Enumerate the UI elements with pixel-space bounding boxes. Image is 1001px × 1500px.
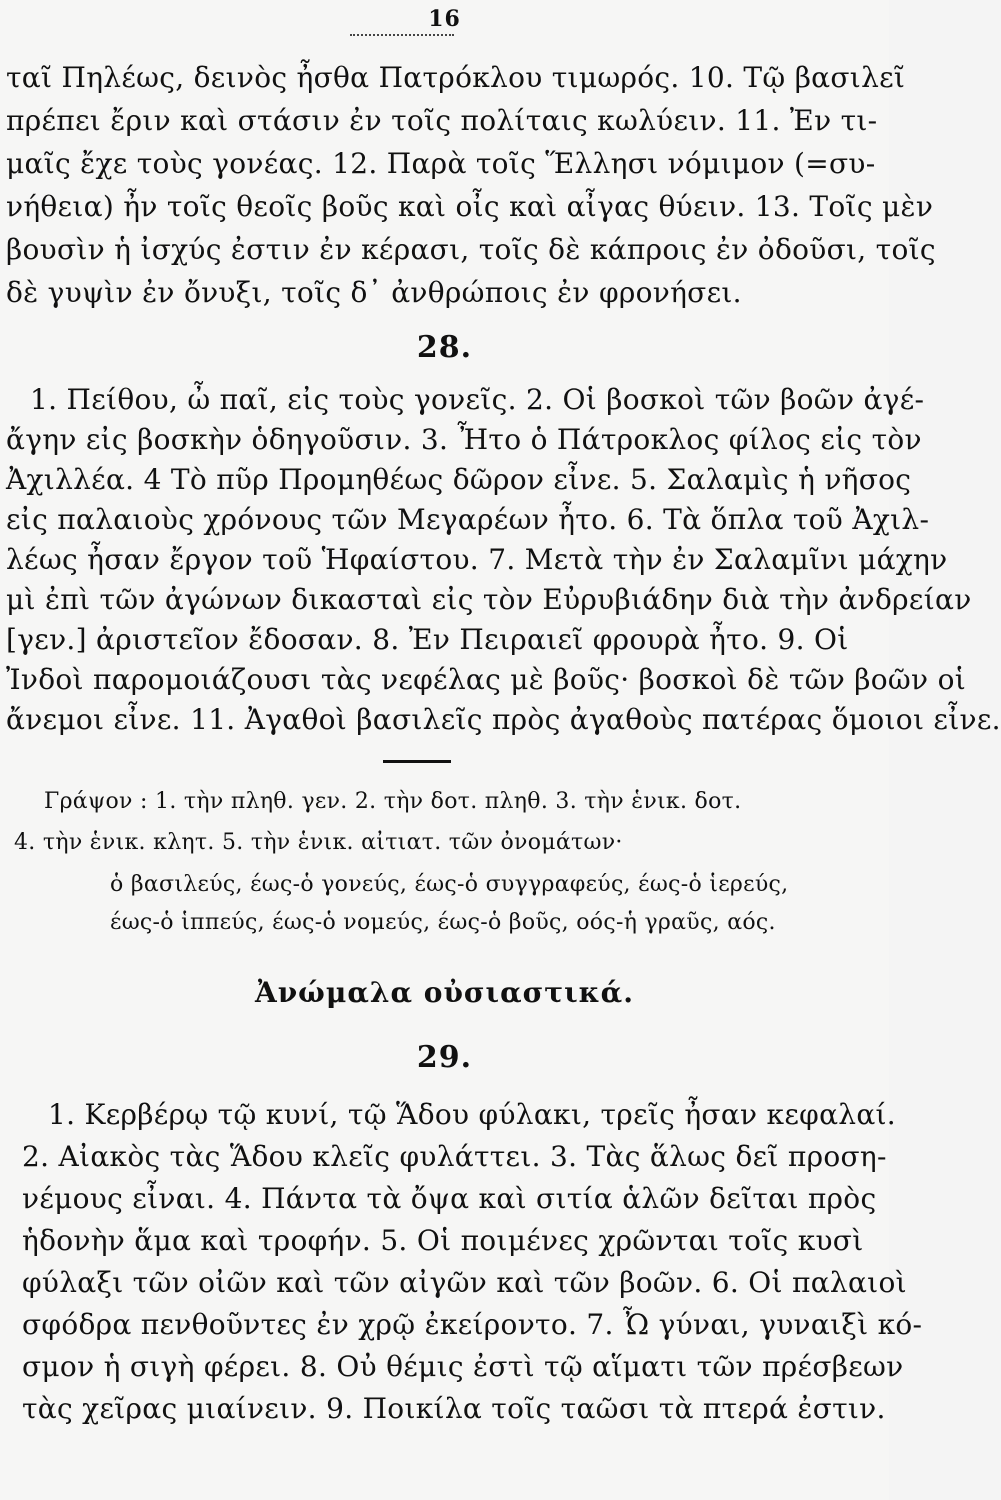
section-number-29: 29. bbox=[416, 1040, 473, 1075]
exercise-line: 4. τὴν ἑνικ. κλητ. 5. τὴν ἑνικ. αἰτιατ. τῶν ὀνομάτων· bbox=[14, 830, 623, 855]
text-line: πρέπει ἔριν καὶ στάσιν ἐν τοῖς πολίταις κωλύειν. 11. Ἐν τι- bbox=[6, 104, 878, 137]
text-line: 1. Κερβέρῳ τῷ κυνί, τῷ Ἅδου φύλακι, τρεῖς ἦσαν κεφαλαί. bbox=[48, 1098, 897, 1131]
text-line: ἄγην εἰς βοσκὴν ὁδηγοῦσιν. 3. Ἦτο ὁ Πάτροκλος φίλος εἰς τὸν bbox=[6, 423, 922, 456]
text-line: δὲ γυψὶν ἐν ὄνυξι, τοῖς δ᾽ ἀνθρώποις ἐν φρονήσει. bbox=[6, 276, 742, 309]
text-line: Ἀχιλλέα. 4 Τὸ πῦρ Προμηθέως δῶρον εἶνε. 5. Σαλαμὶς ἡ νῆσος bbox=[6, 463, 912, 496]
text-line: 1. Πείθου, ὦ παῖ, εἰς τοὺς γονεῖς. 2. Οἱ βοσκοὶ τῶν βοῶν ἀγέ- bbox=[30, 383, 925, 416]
text-line: Ἰνδοὶ παρομοιάζουσι τὰς νεφέλας μὲ βοῦς· βοσκοὶ δὲ τῶν βοῶν οἱ bbox=[6, 663, 967, 696]
text-line: λέως ἦσαν ἔργον τοῦ Ἡφαίστου. 7. Μετὰ τὴν ἐν Σαλαμῖνι μάχην bbox=[6, 543, 948, 576]
page-number: 16 bbox=[428, 6, 461, 32]
irregular-nouns-heading: Ἀνώμαλα οὐσιαστικά. bbox=[255, 976, 634, 1009]
text-line: εἰς παλαιοὺς χρόνους τῶν Μεγαρέων ἦτο. 6. Τὰ ὅπλα τοῦ Ἀχιλ- bbox=[6, 503, 930, 536]
exercise-word-line: ὁ βασιλεύς, έως-ὁ γονεύς, έως-ὁ συγγραφεύς, έως-ὁ ἱερεύς, bbox=[110, 872, 789, 897]
text-line: 2. Αἰακὸς τὰς Ἅδου κλεῖς φυλάττει. 3. Τὰς ἅλως δεῖ προση- bbox=[22, 1140, 887, 1173]
text-line: νέμους εἶναι. 4. Πάντα τὰ ὄψα καὶ σιτία ἁλῶν δεῖται πρὸς bbox=[22, 1182, 877, 1215]
text-line: νήθεια) ἦν τοῖς θεοῖς βοῦς καὶ οἶς καὶ αἶγας θύειν. 13. Τοῖς μὲν bbox=[6, 190, 934, 223]
text-line: [γεν.] ἀριστεῖον ἔδοσαν. 8. Ἐν Πειραιεῖ φρουρὰ ἦτο. 9. Οἱ bbox=[6, 623, 849, 656]
text-line: βουσὶν ἡ ἰσχύς ἐστιν ἐν κέρασι, τοῖς δὲ κάπροις ἐν ὀδοῦσι, τοῖς bbox=[6, 233, 936, 266]
exercise-line: Γράψον : 1. τὴν πληθ. γεν. 2. τὴν δοτ. πληθ. 3. τὴν ἑνικ. δοτ. bbox=[44, 789, 742, 814]
text-line: μὶ ἐπὶ τῶν ἀγώνων δικασταὶ εἰς τὸν Εὐρυβιάδην διὰ τὴν ἀνδρείαν bbox=[6, 583, 972, 616]
section-divider bbox=[383, 760, 451, 763]
text-line: τὰς χεῖρας μιαίνειν. 9. Ποικίλα τοῖς ταῶσι τὰ πτερά ἐστιν. bbox=[22, 1392, 886, 1425]
text-line: ταῖ Πηλέως, δεινὸς ἦσθα Πατρόκλου τιμωρός. 10. Τῷ βασιλεῖ bbox=[6, 61, 906, 94]
text-line: ἄνεμοι εἶνε. 11. Ἀγαθοὶ βασιλεῖς πρὸς ἀγαθοὺς πατέρας ὅμοιοι εἶνε. bbox=[6, 703, 1001, 736]
text-line: ἡδονὴν ἅμα καὶ τροφήν. 5. Οἱ ποιμένες χρῶνται τοῖς κυσὶ bbox=[22, 1224, 864, 1257]
exercise-word-line: έως-ὁ ἱππεύς, έως-ὁ νομεύς, έως-ὁ βοῦς, οός-ἡ γραῦς, αός. bbox=[110, 910, 776, 935]
page-number-rule bbox=[350, 34, 454, 36]
text-line: σμον ἡ σιγὴ φέρει. 8. Οὐ θέμις ἐστὶ τῷ αἵματι τῶν πρέσβεων bbox=[22, 1350, 904, 1383]
text-line: μαῖς ἔχε τοὺς γονέας. 12. Παρὰ τοῖς Ἕλλησι νόμιμον (=συ- bbox=[6, 147, 876, 180]
text-line: σφόδρα πενθοῦντες ἐν χρῷ ἐκείροντο. 7. Ὦ γύναι, γυναιξὶ κό- bbox=[22, 1308, 923, 1341]
text-line: φύλαξι τῶν οἰῶν καὶ τῶν αἰγῶν καὶ τῶν βοῶν. 6. Οἱ παλαιοὶ bbox=[22, 1266, 907, 1299]
section-number-28: 28. bbox=[416, 330, 473, 365]
